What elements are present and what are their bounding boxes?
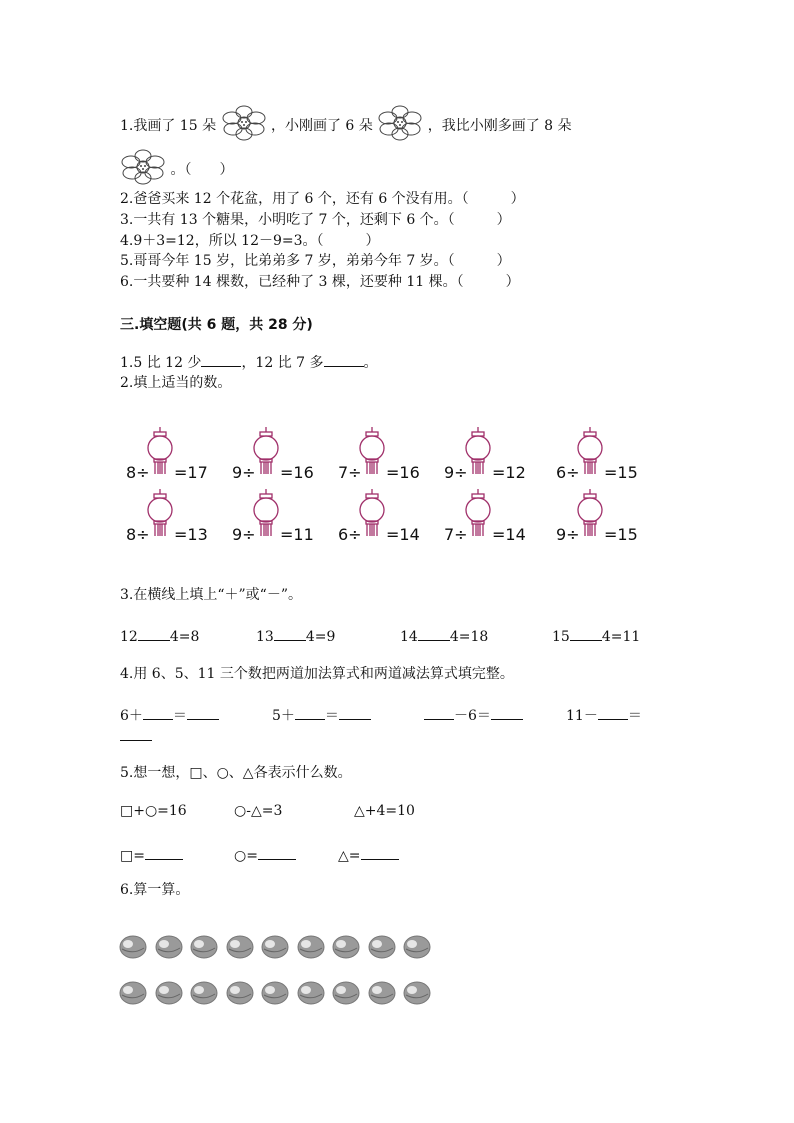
fill-q4-eq3 <box>424 705 523 725</box>
lantern-icon[interactable] <box>464 488 492 538</box>
eq-text: 11－ <box>566 708 598 724</box>
judge-text: ，小刚画了 6 朵 <box>270 118 373 134</box>
lantern-equation <box>232 426 332 482</box>
ball-icon <box>189 934 219 964</box>
eq-right: 4=8 <box>169 629 200 645</box>
answer-blank[interactable] <box>295 705 325 720</box>
eq-left: 14 <box>400 629 418 645</box>
judge-text: ，我比小刚多画了 8 朵 <box>427 118 572 134</box>
lantern-post-text: =16 <box>280 463 314 482</box>
ball-icon <box>260 980 290 1010</box>
lantern-post-text: =12 <box>492 463 526 482</box>
lantern-equation <box>338 426 438 482</box>
fill-q5-title: 5.想一想，□、○、△各表示什么数。 <box>120 765 352 781</box>
sign-equation <box>256 626 335 645</box>
flower-icon <box>377 104 423 148</box>
eq-left: 12 <box>120 629 138 645</box>
lantern-post-text: =14 <box>386 525 420 544</box>
answer-blank[interactable] <box>274 626 306 641</box>
section-title: 三.填空题(共 6 题，共 28 分) <box>120 317 313 333</box>
fill-q4-eq2 <box>272 705 371 725</box>
answer-blank[interactable] <box>491 705 523 720</box>
lantern-icon[interactable] <box>146 426 174 476</box>
judge-item-2: 2.爸爸买来 12 个花盆，用了 6 个，还有 6 个没有用。（ ） <box>120 191 525 207</box>
fill-q3-title: 3.在横线上填上“＋”或“－”。 <box>120 587 302 603</box>
eq-text: □= <box>120 848 145 864</box>
eq-text: 6＋ <box>120 708 143 724</box>
judge-item-1 <box>120 104 572 148</box>
lantern-icon[interactable] <box>252 426 280 476</box>
lantern-icon[interactable] <box>358 426 386 476</box>
fill-q5-ans1 <box>120 845 183 864</box>
lantern-equation <box>338 488 438 544</box>
ball-icon <box>189 980 219 1010</box>
ball-icon <box>402 934 432 964</box>
eq-right: 4=11 <box>601 629 641 645</box>
eq-text: 5＋ <box>272 708 295 724</box>
judge-item-5: 5.哥哥今年 15 岁，比弟弟多 7 岁，弟弟今年 7 岁。（ ） <box>120 253 511 269</box>
fill-q4-eq4 <box>566 705 642 725</box>
ball-icon <box>296 980 326 1010</box>
lantern-equation <box>126 426 226 482</box>
answer-blank[interactable] <box>424 705 454 720</box>
answer-blank[interactable] <box>145 845 183 860</box>
lantern-post-text: =16 <box>386 463 420 482</box>
ball-icon <box>402 980 432 1010</box>
lantern-pre-text: 8÷ <box>126 463 150 482</box>
eq-right: 4=18 <box>449 629 489 645</box>
lantern-post-text: =17 <box>174 463 208 482</box>
eq-text: ○= <box>234 848 258 864</box>
eq-left: 13 <box>256 629 274 645</box>
lantern-post-text: =11 <box>280 525 314 544</box>
eq-left: 15 <box>552 629 570 645</box>
fill-q2-title: 2.填上适当的数。 <box>120 375 232 391</box>
ball-icon <box>225 934 255 964</box>
ball-icon <box>367 934 397 964</box>
fill-q5-eq3: △+4=10 <box>354 803 415 819</box>
answer-blank[interactable] <box>339 705 371 720</box>
lantern-pre-text: 7÷ <box>338 463 362 482</box>
answer-blank[interactable] <box>258 845 296 860</box>
ball-icon <box>367 980 397 1010</box>
answer-blank[interactable] <box>361 845 399 860</box>
judge-text: 1.我画了 15 朵 <box>120 118 217 134</box>
eq-text: －6＝ <box>454 708 491 724</box>
lantern-icon[interactable] <box>576 426 604 476</box>
judge-item-1-cont <box>120 148 233 192</box>
lantern-equation <box>444 426 544 482</box>
lantern-pre-text: 9÷ <box>556 525 580 544</box>
lantern-icon[interactable] <box>464 426 492 476</box>
lantern-equation <box>556 488 656 544</box>
answer-blank[interactable] <box>570 626 602 641</box>
lantern-equation <box>126 488 226 544</box>
lantern-post-text: =13 <box>174 525 208 544</box>
eq-right: 4=9 <box>305 629 336 645</box>
lantern-post-text: =14 <box>492 525 526 544</box>
flower-icon <box>120 148 166 192</box>
answer-blank[interactable] <box>138 626 170 641</box>
fill-q5-ans3 <box>338 845 399 864</box>
lantern-pre-text: 6÷ <box>338 525 362 544</box>
eq-text: △= <box>338 848 361 864</box>
fill-q1-text-c: 。 <box>363 355 378 371</box>
ball-icon <box>118 980 148 1010</box>
flower-icon <box>221 104 267 148</box>
ball-icon <box>225 980 255 1010</box>
fill-q4-title: 4.用 6、5、11 三个数把两道加法算式和两道减法算式填完整。 <box>120 666 514 682</box>
judge-item-6: 6.一共要种 14 棵数，已经种了 3 棵，还要种 11 棵。（ ） <box>120 274 520 290</box>
ball-icon <box>260 934 290 964</box>
lantern-pre-text: 6÷ <box>556 463 580 482</box>
lantern-pre-text: 8÷ <box>126 525 150 544</box>
fill-q1-text-b: ，12 比 7 多 <box>241 355 324 371</box>
sign-equation <box>120 626 199 645</box>
lantern-pre-text: 7÷ <box>444 525 468 544</box>
lantern-icon[interactable] <box>576 488 604 538</box>
lantern-icon[interactable] <box>252 488 280 538</box>
fill-q5-eq1: □+○=16 <box>120 803 187 819</box>
ball-icon <box>296 934 326 964</box>
lantern-pre-text: 9÷ <box>232 463 256 482</box>
sign-equation <box>400 626 488 645</box>
eq-text: ＝ <box>172 708 187 724</box>
fill-q1 <box>120 352 378 373</box>
lantern-post-text: =15 <box>604 463 638 482</box>
ball-icon <box>331 980 361 1010</box>
answer-blank[interactable] <box>324 352 364 367</box>
answer-blank[interactable] <box>418 626 450 641</box>
lantern-equation <box>232 488 332 544</box>
judge-item-3: 3.一共有 13 个糖果，小明吃了 7 个，还剩下 6 个。（ ） <box>120 212 511 228</box>
fill-q4-eq4-cont <box>120 726 152 745</box>
fill-q5-ans2 <box>234 845 296 864</box>
fill-q5-eq2: ○-△=3 <box>234 803 283 819</box>
ball-icon <box>154 980 184 1010</box>
fill-q1-text-a: 1.5 比 12 少 <box>120 355 202 371</box>
fill-q4-eq1 <box>120 705 219 725</box>
lantern-equation <box>444 488 544 544</box>
answer-blank[interactable] <box>120 726 152 741</box>
lantern-pre-text: 9÷ <box>232 525 256 544</box>
judge-text: 。（ ） <box>170 162 234 178</box>
lantern-equation <box>556 426 656 482</box>
lantern-icon[interactable] <box>146 488 174 538</box>
ball-icon <box>154 934 184 964</box>
lantern-pre-text: 9÷ <box>444 463 468 482</box>
lantern-icon[interactable] <box>358 488 386 538</box>
answer-blank[interactable] <box>598 705 628 720</box>
eq-text: ＝ <box>627 708 642 724</box>
judge-item-4: 4.9＋3=12，所以 12－9=3。（ ） <box>120 233 380 249</box>
ball-icon <box>331 934 361 964</box>
ball-icon <box>118 934 148 964</box>
answer-blank[interactable] <box>187 705 219 720</box>
lantern-post-text: =15 <box>604 525 638 544</box>
answer-blank[interactable] <box>143 705 173 720</box>
sign-equation <box>552 626 640 645</box>
answer-blank[interactable] <box>201 352 241 367</box>
eq-text: ＝ <box>324 708 339 724</box>
fill-q6-title: 6.算一算。 <box>120 882 190 898</box>
